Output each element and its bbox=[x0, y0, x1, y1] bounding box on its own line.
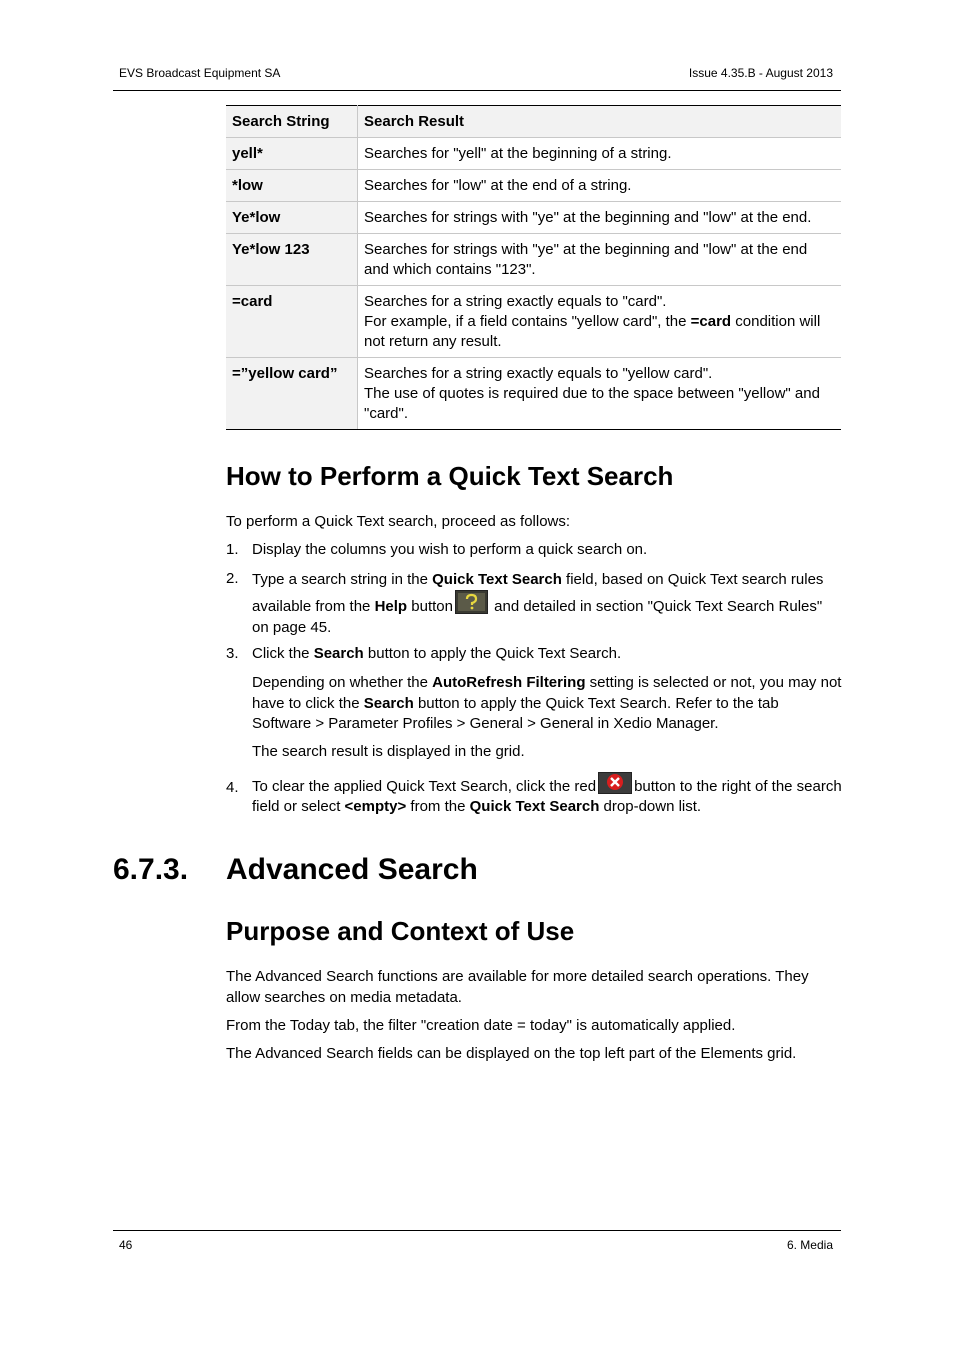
step-number: 3. bbox=[226, 645, 239, 662]
help-question-icon[interactable] bbox=[455, 590, 488, 614]
advanced-paragraph: From the Today tab, the filter "creation date = today" is automatically applied. bbox=[226, 1017, 736, 1034]
search-result-cell: Searches for "yell" at the beginning of a string. bbox=[358, 138, 842, 170]
page-header bbox=[113, 66, 841, 91]
step-number: 1. bbox=[226, 541, 239, 558]
chapter-name: 6. Media bbox=[786, 1238, 833, 1252]
step-3-result: The search result is displayed in the grid. bbox=[252, 743, 525, 760]
header-company: EVS Broadcast Equipment SA bbox=[119, 66, 281, 80]
quick-search-intro: To perform a Quick Text search, proceed as follows: bbox=[226, 513, 571, 530]
advanced-paragraph: The Advanced Search functions are available for more detailed search operations. They allow searches on media metadata. bbox=[226, 968, 809, 1006]
search-string-cell: Ye*low 123 bbox=[226, 234, 358, 286]
purpose-heading: Purpose and Context of Use bbox=[226, 916, 575, 946]
quick-search-heading: How to Perform a Quick Text Search bbox=[226, 461, 674, 491]
page-number: 46 bbox=[119, 1238, 133, 1252]
step-4: To clear the applied Quick Text Search, click the red button to the right of the search field or select <empty> from the Quick Text Search drop-down list. bbox=[252, 772, 842, 817]
section-title: Advanced Search bbox=[226, 853, 478, 886]
step-3: Click the Search button to apply the Quick Text Search. bbox=[252, 645, 622, 662]
search-result-cell bbox=[358, 286, 842, 358]
search-rules-table bbox=[226, 105, 841, 430]
header-issue: Issue 4.35.B - August 2013 bbox=[688, 66, 833, 80]
step-number: 2. bbox=[226, 570, 239, 587]
result-line: Searches for a string exactly equals to "card". bbox=[364, 293, 667, 310]
search-string-cell: =card bbox=[226, 286, 358, 358]
result-line: Searches for a string exactly equals to "yellow card". bbox=[364, 365, 713, 382]
table-row bbox=[226, 358, 841, 430]
table-row bbox=[226, 170, 841, 202]
search-result-cell: Searches for strings with "ye" at the beginning and "low" at the end and which contains "123". bbox=[358, 234, 842, 286]
advanced-paragraph: The Advanced Search fields can be displayed on the top left part of the Elements grid. bbox=[226, 1045, 797, 1062]
search-string-cell: =”yellow card” bbox=[226, 358, 358, 430]
search-string-cell: Ye*low bbox=[226, 202, 358, 234]
table-row bbox=[226, 286, 841, 358]
table-row bbox=[226, 202, 841, 234]
step-2: Type a search string in the Quick Text Search field, based on Quick Text search rules available from the Help button and detailed in section "Quick Text Search Rules" on page 45. bbox=[252, 571, 824, 636]
table-header-row bbox=[226, 106, 841, 138]
result-line: The use of quotes is required due to the space between "yellow" and "card". bbox=[364, 385, 820, 422]
search-string-cell: *low bbox=[226, 170, 358, 202]
section-number: 6.7.3. bbox=[113, 853, 189, 886]
search-result-cell: Searches for "low" at the end of a string. bbox=[358, 170, 842, 202]
search-result-cell bbox=[358, 358, 842, 430]
result-line: For example, if a field contains "yellow card", the =card condition will not return any result. bbox=[364, 313, 821, 350]
column-header: Search String bbox=[226, 106, 358, 138]
page-footer bbox=[113, 1230, 841, 1255]
step-3-note: Depending on whether the AutoRefresh Filtering setting is selected or not, you may not have to click the Search button to apply the Quick Text Search. Refer to the tab Software > Parameter Profiles > General > General in Xedio Manager. bbox=[252, 674, 842, 732]
table-row bbox=[226, 234, 841, 286]
step-1: Display the columns you wish to perform a quick search on. bbox=[252, 541, 648, 558]
table-row bbox=[226, 138, 841, 170]
search-string-cell: yell* bbox=[226, 138, 358, 170]
search-result-cell: Searches for strings with "ye" at the beginning and "low" at the end. bbox=[358, 202, 842, 234]
red-clear-x-icon[interactable] bbox=[598, 772, 632, 794]
step-number: 4. bbox=[226, 779, 239, 796]
column-header: Search Result bbox=[358, 106, 842, 138]
